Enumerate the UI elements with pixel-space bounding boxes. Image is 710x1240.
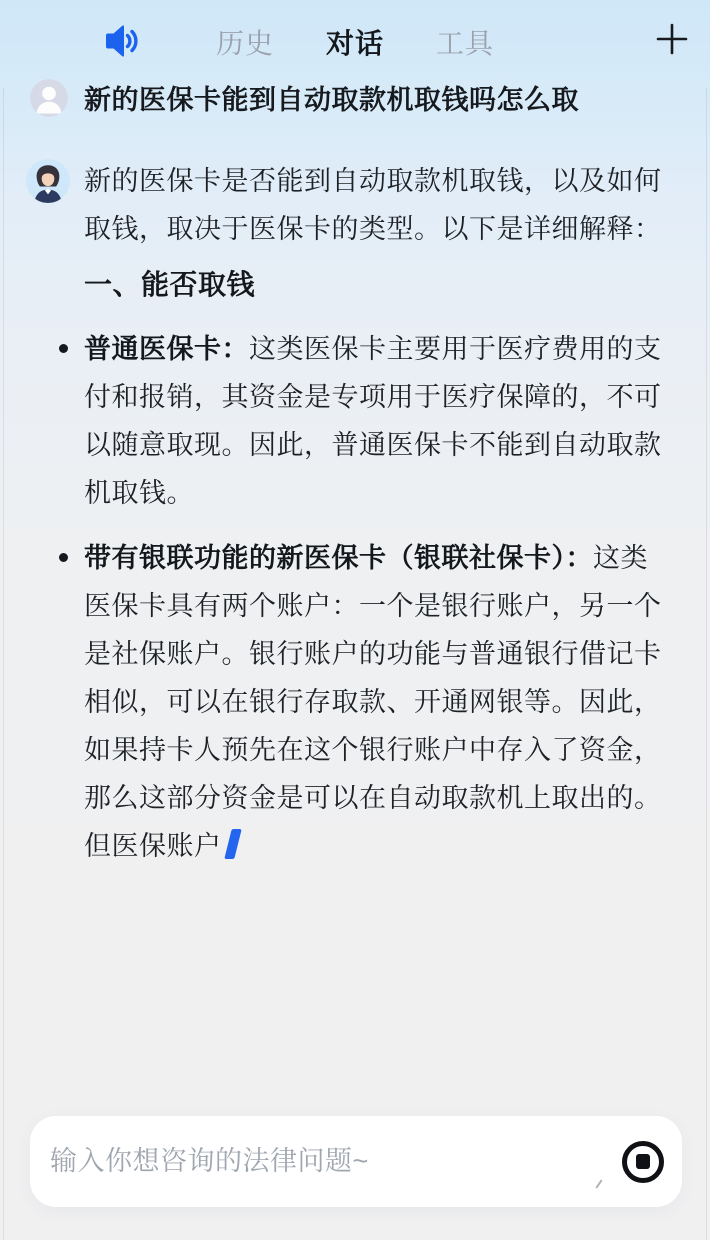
top-bar xyxy=(0,0,710,76)
stop-generation-button[interactable] xyxy=(622,1141,664,1183)
section-heading: 一、能否取钱 xyxy=(84,269,256,300)
tab-history[interactable]: 历史 xyxy=(216,22,274,62)
bullet-item-unionpay-card xyxy=(84,534,670,870)
bullet-item-ordinary-card xyxy=(84,325,670,517)
new-chat-button[interactable] xyxy=(654,21,690,60)
stop-icon xyxy=(636,1154,650,1169)
assistant-avatar xyxy=(26,159,70,203)
resize-handle-icon xyxy=(595,1179,602,1188)
message-composer xyxy=(30,1116,682,1207)
bullet-text: 这类医保卡主要用于医疗费用的支付和报销，其资金是专项用于医疗保障的，不可以随意取现。因此，普通医保卡不能到自动取款机取钱。 xyxy=(84,334,662,508)
assistant-message-content xyxy=(84,157,670,870)
bullet-term: 带有银联功能的新医保卡（银联社保卡）： xyxy=(84,543,593,573)
bullet-list xyxy=(84,325,670,870)
question-input[interactable] xyxy=(50,1146,622,1177)
assistant-intro-paragraph: 新的医保卡是否能到自动取款机取钱，以及如何取钱，取决于医保卡的类型。以下是详细解释： xyxy=(84,166,662,244)
chat-area xyxy=(0,76,710,870)
typing-cursor-icon xyxy=(224,829,241,859)
tab-bar xyxy=(216,22,494,62)
bullet-text: 这类医保卡具有两个账户：一个是银行账户，另一个是社保账户。银行账户的功能与普通银行借记卡相似，可以在银行存取款、开通网银等。因此，如果持卡人预先在这个银行账户中存入了资金，那么这部分资金是可以在自动取款机上取出的。但医保账户 xyxy=(84,543,662,861)
user-message-row xyxy=(0,76,710,117)
assistant-message-row xyxy=(0,159,710,870)
plus-icon xyxy=(654,45,690,60)
speaker-icon xyxy=(100,49,142,64)
bullet-term: 普通医保卡： xyxy=(84,334,249,364)
tab-dialogue[interactable]: 对话 xyxy=(326,22,384,62)
speaker-button[interactable] xyxy=(100,21,142,64)
tab-tools[interactable]: 工具 xyxy=(436,22,494,62)
user-question-text: 新的医保卡能到自动取款机取钱吗怎么取 xyxy=(84,85,579,115)
user-avatar xyxy=(30,79,68,117)
